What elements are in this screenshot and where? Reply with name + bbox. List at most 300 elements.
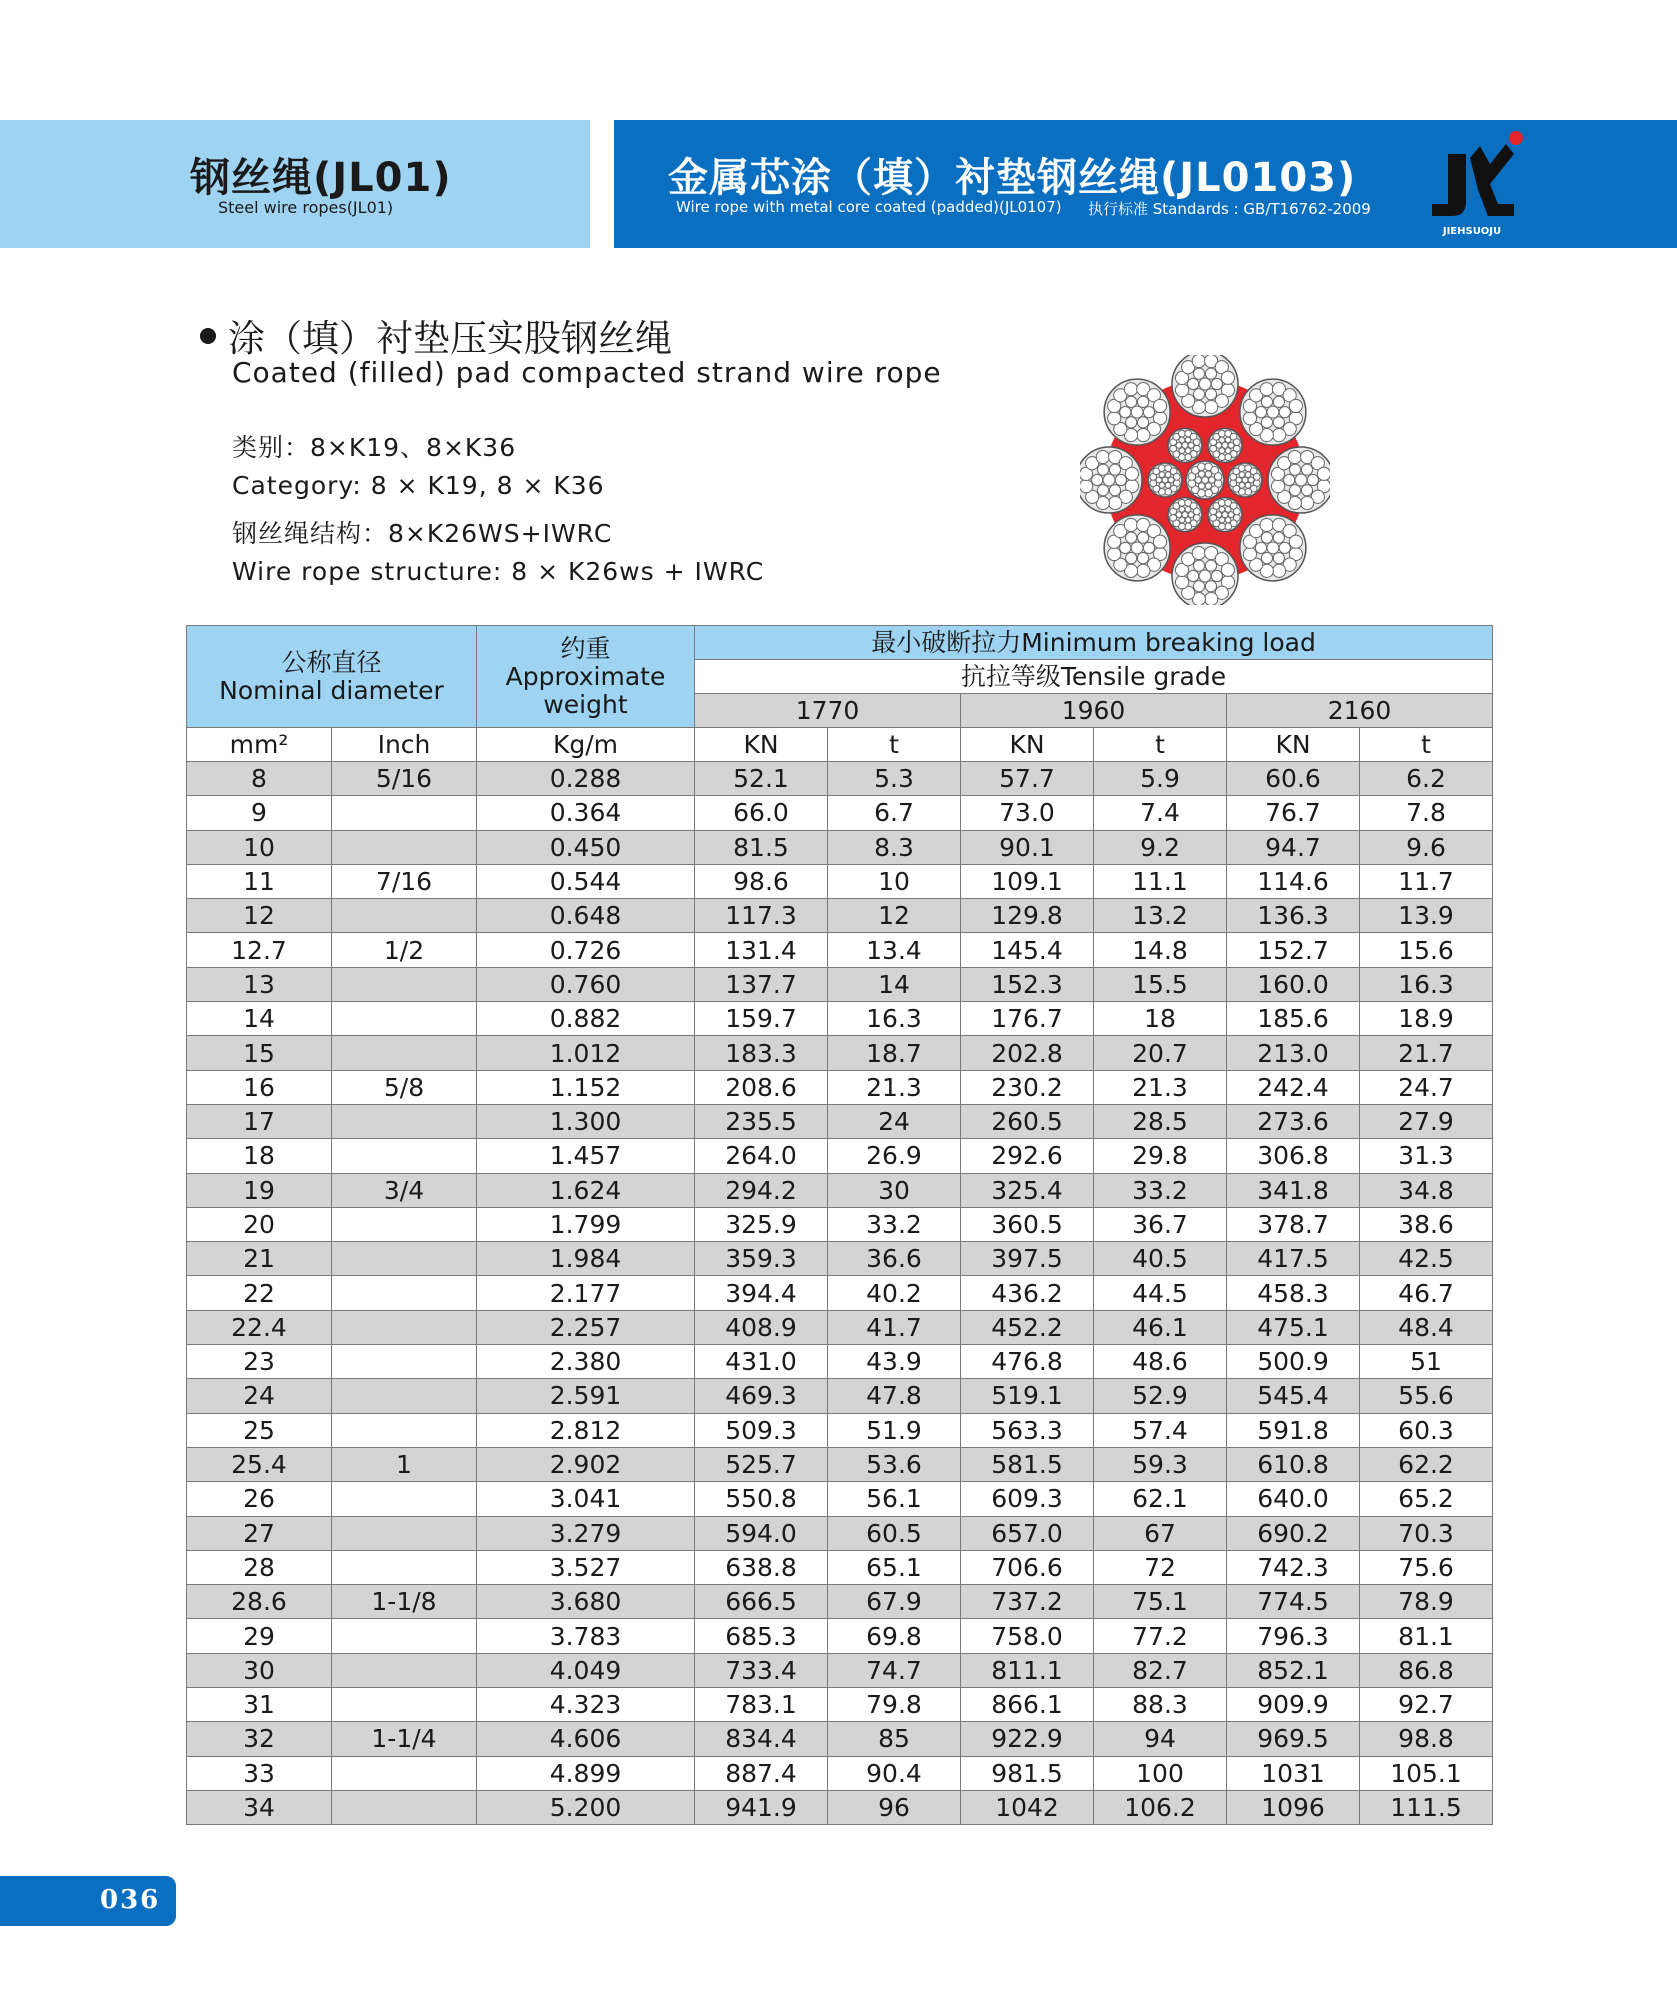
- table-cell: 7.8: [1360, 796, 1493, 830]
- table-cell: [332, 1276, 477, 1310]
- spec-structure-cn: 钢丝绳结构：8×K26WS+IWRC: [232, 519, 613, 548]
- nominal-diameter-header: 公称直径 Nominal diameter: [187, 626, 477, 728]
- table-cell: 341.8: [1227, 1173, 1360, 1207]
- table-cell: [332, 796, 477, 830]
- table-cell: 3/4: [332, 1173, 477, 1207]
- table-cell: 13: [187, 967, 332, 1001]
- table-cell: 2.812: [477, 1413, 695, 1447]
- table-cell: 40.5: [1094, 1242, 1227, 1276]
- table-cell: 20: [187, 1207, 332, 1241]
- table-cell: 417.5: [1227, 1242, 1360, 1276]
- rope-cross-section-image: [1080, 355, 1330, 605]
- table-cell: 34: [187, 1790, 332, 1824]
- table-cell: 57.4: [1094, 1413, 1227, 1447]
- unit-cell: KN: [695, 728, 828, 762]
- table-cell: 476.8: [961, 1345, 1094, 1379]
- table-cell: 5.9: [1094, 762, 1227, 796]
- table-cell: 1.152: [477, 1070, 695, 1104]
- table-cell: 10: [828, 864, 961, 898]
- table-cell: 29: [187, 1619, 332, 1653]
- table-cell: 26: [187, 1482, 332, 1516]
- table-cell: 18.9: [1360, 1002, 1493, 1036]
- table-cell: 2.591: [477, 1379, 695, 1413]
- table-cell: 706.6: [961, 1550, 1094, 1584]
- table-cell: 53.6: [828, 1447, 961, 1481]
- table-cell: [332, 1516, 477, 1550]
- table-cell: 11.7: [1360, 864, 1493, 898]
- table-cell: 922.9: [961, 1722, 1094, 1756]
- table-cell: 29.8: [1094, 1139, 1227, 1173]
- table-cell: 235.5: [695, 1104, 828, 1138]
- table-cell: 11: [187, 864, 332, 898]
- table-cell: 25.4: [187, 1447, 332, 1481]
- table-cell: [332, 899, 477, 933]
- table-cell: 72: [1094, 1550, 1227, 1584]
- table-cell: 690.2: [1227, 1516, 1360, 1550]
- table-cell: 610.8: [1227, 1447, 1360, 1481]
- header-left-title: 钢丝绳(JL01): [190, 155, 452, 201]
- spec-structure-en: Wire rope structure: 8 × K26ws + IWRC: [232, 557, 765, 586]
- table-cell: 60.5: [828, 1516, 961, 1550]
- table-cell: 834.4: [695, 1722, 828, 1756]
- standard-label: 执行标准 Standards : GB/T16762-2009: [1088, 200, 1371, 218]
- table-cell: 31.3: [1360, 1139, 1493, 1173]
- table-cell: 28.5: [1094, 1104, 1227, 1138]
- table-cell: 591.8: [1227, 1413, 1360, 1447]
- table-cell: 0.450: [477, 830, 695, 864]
- table-cell: 18.7: [828, 1036, 961, 1070]
- table-cell: 8.3: [828, 830, 961, 864]
- table-cell: 475.1: [1227, 1310, 1360, 1344]
- table-cell: 359.3: [695, 1242, 828, 1276]
- table-cell: 34.8: [1360, 1173, 1493, 1207]
- table-cell: 42.5: [1360, 1242, 1493, 1276]
- table-cell: 4.323: [477, 1688, 695, 1722]
- table-cell: 90.4: [828, 1756, 961, 1790]
- table-cell: 21.3: [828, 1070, 961, 1104]
- table-cell: [332, 1550, 477, 1584]
- table-cell: 106.2: [1094, 1790, 1227, 1824]
- table-cell: 137.7: [695, 967, 828, 1001]
- table-row: [187, 1756, 1493, 1790]
- table-cell: 15: [187, 1036, 332, 1070]
- table-cell: 811.1: [961, 1653, 1094, 1687]
- table-row: [187, 830, 1493, 864]
- table-row: [187, 1550, 1493, 1584]
- table-cell: 0.544: [477, 864, 695, 898]
- table-cell: 24: [828, 1104, 961, 1138]
- table-cell: 213.0: [1227, 1036, 1360, 1070]
- table-cell: 208.6: [695, 1070, 828, 1104]
- table-cell: 9: [187, 796, 332, 830]
- table-cell: 160.0: [1227, 967, 1360, 1001]
- table-cell: 15.5: [1094, 967, 1227, 1001]
- table-cell: 46.7: [1360, 1276, 1493, 1310]
- table-cell: 981.5: [961, 1756, 1094, 1790]
- header-right-subtitle: Wire rope with metal core coated (padded)(JL0107): [676, 198, 1062, 216]
- table-cell: 111.5: [1360, 1790, 1493, 1824]
- table-cell: 13.2: [1094, 899, 1227, 933]
- table-cell: 2.257: [477, 1310, 695, 1344]
- table-cell: 25: [187, 1413, 332, 1447]
- table-cell: 452.2: [961, 1310, 1094, 1344]
- table-cell: 550.8: [695, 1482, 828, 1516]
- table-cell: 67: [1094, 1516, 1227, 1550]
- table-cell: 0.648: [477, 899, 695, 933]
- table-row: [187, 1345, 1493, 1379]
- table-cell: 78.9: [1360, 1585, 1493, 1619]
- table-cell: 1031: [1227, 1756, 1360, 1790]
- table-cell: [332, 1482, 477, 1516]
- table-cell: 74.7: [828, 1653, 961, 1687]
- table-cell: 1.984: [477, 1242, 695, 1276]
- table-cell: 66.0: [695, 796, 828, 830]
- table-cell: [332, 1413, 477, 1447]
- table-cell: 774.5: [1227, 1585, 1360, 1619]
- table-row: [187, 1722, 1493, 1756]
- table-row: [187, 933, 1493, 967]
- table-cell: 5.3: [828, 762, 961, 796]
- table-cell: 21.3: [1094, 1070, 1227, 1104]
- table-cell: 26.9: [828, 1139, 961, 1173]
- table-cell: 866.1: [961, 1688, 1094, 1722]
- table-row: [187, 796, 1493, 830]
- table-cell: 22.4: [187, 1310, 332, 1344]
- table-cell: 325.9: [695, 1207, 828, 1241]
- table-row: [187, 762, 1493, 796]
- table-cell: 32: [187, 1722, 332, 1756]
- table-cell: 0.288: [477, 762, 695, 796]
- table-cell: 88.3: [1094, 1688, 1227, 1722]
- table-cell: 60.3: [1360, 1413, 1493, 1447]
- table-cell: 81.5: [695, 830, 828, 864]
- table-row: [187, 1619, 1493, 1653]
- table-cell: 500.9: [1227, 1345, 1360, 1379]
- table-cell: 563.3: [961, 1413, 1094, 1447]
- table-cell: 136.3: [1227, 899, 1360, 933]
- table-cell: [332, 1002, 477, 1036]
- spec-category-cn: 类别：8×K19、8×K36: [232, 433, 517, 462]
- table-cell: 105.1: [1360, 1756, 1493, 1790]
- table-row: [187, 1447, 1493, 1481]
- table-cell: [332, 1036, 477, 1070]
- table-cell: [332, 1242, 477, 1276]
- table-cell: 48.6: [1094, 1345, 1227, 1379]
- table-row: [187, 1242, 1493, 1276]
- table-cell: 1.012: [477, 1036, 695, 1070]
- table-cell: 94: [1094, 1722, 1227, 1756]
- table-cell: 109.1: [961, 864, 1094, 898]
- table-cell: 90.1: [961, 830, 1094, 864]
- table-cell: 69.8: [828, 1619, 961, 1653]
- table-cell: [332, 1379, 477, 1413]
- table-cell: 594.0: [695, 1516, 828, 1550]
- table-cell: 33: [187, 1756, 332, 1790]
- table-cell: 12.7: [187, 933, 332, 967]
- table-cell: 783.1: [695, 1688, 828, 1722]
- table-cell: 51.9: [828, 1413, 961, 1447]
- table-row: [187, 1379, 1493, 1413]
- table-cell: 23: [187, 1345, 332, 1379]
- table-cell: [332, 967, 477, 1001]
- table-cell: 16.3: [1360, 967, 1493, 1001]
- table-row: [187, 1653, 1493, 1687]
- breaking-load-table: [186, 625, 1493, 1825]
- table-cell: 887.4: [695, 1756, 828, 1790]
- table-row: [187, 899, 1493, 933]
- table-cell: 16: [187, 1070, 332, 1104]
- table-cell: 18: [1094, 1002, 1227, 1036]
- table-cell: 183.3: [695, 1036, 828, 1070]
- table-cell: 44.5: [1094, 1276, 1227, 1310]
- table-cell: 145.4: [961, 933, 1094, 967]
- page-number: 036: [100, 1885, 161, 1915]
- table-cell: 43.9: [828, 1345, 961, 1379]
- table-cell: 5/8: [332, 1070, 477, 1104]
- table-row: [187, 1790, 1493, 1824]
- table-cell: 458.3: [1227, 1276, 1360, 1310]
- table-cell: 46.1: [1094, 1310, 1227, 1344]
- table-cell: 98.6: [695, 864, 828, 898]
- table-cell: [332, 1756, 477, 1790]
- table-cell: 5.200: [477, 1790, 695, 1824]
- table-cell: 1042: [961, 1790, 1094, 1824]
- table-cell: 41.7: [828, 1310, 961, 1344]
- table-cell: 378.7: [1227, 1207, 1360, 1241]
- table-cell: 7/16: [332, 864, 477, 898]
- table-cell: 737.2: [961, 1585, 1094, 1619]
- table-cell: 969.5: [1227, 1722, 1360, 1756]
- table-cell: 3.527: [477, 1550, 695, 1584]
- table-cell: 640.0: [1227, 1482, 1360, 1516]
- table-cell: 98.8: [1360, 1722, 1493, 1756]
- table-cell: 5/16: [332, 762, 477, 796]
- table-cell: 638.8: [695, 1550, 828, 1584]
- table-row: [187, 864, 1493, 898]
- table-cell: 77.2: [1094, 1619, 1227, 1653]
- table-cell: 4.049: [477, 1653, 695, 1687]
- table-cell: 666.5: [695, 1585, 828, 1619]
- table-cell: 81.1: [1360, 1619, 1493, 1653]
- table-cell: 14.8: [1094, 933, 1227, 967]
- table-cell: 131.4: [695, 933, 828, 967]
- table-cell: 86.8: [1360, 1653, 1493, 1687]
- table-cell: 114.6: [1227, 864, 1360, 898]
- table-row: [187, 1207, 1493, 1241]
- table-cell: 360.5: [961, 1207, 1094, 1241]
- table-cell: 17: [187, 1104, 332, 1138]
- table-cell: 21.7: [1360, 1036, 1493, 1070]
- table-cell: 9.2: [1094, 830, 1227, 864]
- table-cell: [332, 1688, 477, 1722]
- table-row: [187, 1036, 1493, 1070]
- table-cell: 7.4: [1094, 796, 1227, 830]
- table-cell: 3.041: [477, 1482, 695, 1516]
- table-cell: 14: [187, 1002, 332, 1036]
- table-cell: 60.6: [1227, 762, 1360, 796]
- table-cell: 4.899: [477, 1756, 695, 1790]
- table-cell: 159.7: [695, 1002, 828, 1036]
- table-cell: 1096: [1227, 1790, 1360, 1824]
- table-cell: 1: [332, 1447, 477, 1481]
- table-cell: 581.5: [961, 1447, 1094, 1481]
- table-cell: 796.3: [1227, 1619, 1360, 1653]
- table-cell: [332, 1310, 477, 1344]
- table-row: [187, 967, 1493, 1001]
- grade-2160: 2160: [1227, 694, 1493, 728]
- table-cell: 70.3: [1360, 1516, 1493, 1550]
- table-cell: [332, 1104, 477, 1138]
- table-cell: 609.3: [961, 1482, 1094, 1516]
- table-row: [187, 1413, 1493, 1447]
- table-cell: 18: [187, 1139, 332, 1173]
- table-cell: 852.1: [1227, 1653, 1360, 1687]
- table-cell: 65.1: [828, 1550, 961, 1584]
- table-cell: 12: [187, 899, 332, 933]
- table-cell: 33.2: [1094, 1173, 1227, 1207]
- table-cell: 27.9: [1360, 1104, 1493, 1138]
- table-cell: 0.760: [477, 967, 695, 1001]
- table-cell: 52.9: [1094, 1379, 1227, 1413]
- table-cell: 85: [828, 1722, 961, 1756]
- table-cell: 152.7: [1227, 933, 1360, 967]
- table-cell: 92.7: [1360, 1688, 1493, 1722]
- table-cell: 21: [187, 1242, 332, 1276]
- table-cell: 185.6: [1227, 1002, 1360, 1036]
- table-cell: 36.7: [1094, 1207, 1227, 1241]
- table-cell: 79.8: [828, 1688, 961, 1722]
- table-cell: 24: [187, 1379, 332, 1413]
- header-left-subtitle: Steel wire ropes(JL01): [218, 198, 394, 217]
- brand-logo: [1418, 124, 1528, 244]
- unit-cell: t: [1094, 728, 1227, 762]
- table-cell: 0.364: [477, 796, 695, 830]
- product-title-cn: 涂（填）衬垫压实股钢丝绳: [228, 317, 672, 360]
- table-cell: 52.1: [695, 762, 828, 796]
- table-cell: 40.2: [828, 1276, 961, 1310]
- table-cell: 75.1: [1094, 1585, 1227, 1619]
- table-cell: 94.7: [1227, 830, 1360, 864]
- unit-cell: Kg/m: [477, 728, 695, 762]
- unit-cell: mm²: [187, 728, 332, 762]
- table-cell: 10: [187, 830, 332, 864]
- table-row: [187, 1276, 1493, 1310]
- table-cell: 397.5: [961, 1242, 1094, 1276]
- table-row: [187, 1482, 1493, 1516]
- table-cell: 0.726: [477, 933, 695, 967]
- table-cell: 273.6: [1227, 1104, 1360, 1138]
- table-cell: 292.6: [961, 1139, 1094, 1173]
- table-cell: 1-1/4: [332, 1722, 477, 1756]
- table-cell: 73.0: [961, 796, 1094, 830]
- table-cell: 30: [828, 1173, 961, 1207]
- table-cell: 31: [187, 1688, 332, 1722]
- table-cell: 47.8: [828, 1379, 961, 1413]
- table-cell: 3.783: [477, 1619, 695, 1653]
- svg-text:JIEHSUOJU: JIEHSUOJU: [1442, 226, 1502, 237]
- table-cell: 264.0: [695, 1139, 828, 1173]
- table-cell: [332, 830, 477, 864]
- table-cell: 685.3: [695, 1619, 828, 1653]
- spec-category-en: Category: 8 × K19, 8 × K36: [232, 471, 605, 500]
- table-cell: 758.0: [961, 1619, 1094, 1653]
- table-cell: 306.8: [1227, 1139, 1360, 1173]
- header-right-title: 金属芯涂（填）衬垫钢丝绳(JL0103): [668, 155, 1357, 201]
- unit-cell: KN: [1227, 728, 1360, 762]
- table-cell: 1.300: [477, 1104, 695, 1138]
- table-cell: 152.3: [961, 967, 1094, 1001]
- table-row: [187, 1070, 1493, 1104]
- unit-cell: t: [828, 728, 961, 762]
- table-cell: 56.1: [828, 1482, 961, 1516]
- table-cell: 408.9: [695, 1310, 828, 1344]
- table-cell: 3.680: [477, 1585, 695, 1619]
- table-cell: 394.4: [695, 1276, 828, 1310]
- unit-cell: t: [1360, 728, 1493, 762]
- table-cell: 65.2: [1360, 1482, 1493, 1516]
- table-cell: [332, 1139, 477, 1173]
- table-cell: 1/2: [332, 933, 477, 967]
- table-cell: 202.8: [961, 1036, 1094, 1070]
- grade-1960: 1960: [961, 694, 1227, 728]
- table-row: [187, 1139, 1493, 1173]
- table-cell: 509.3: [695, 1413, 828, 1447]
- table-cell: 2.902: [477, 1447, 695, 1481]
- table-cell: 14: [828, 967, 961, 1001]
- table-cell: 51: [1360, 1345, 1493, 1379]
- table-cell: 431.0: [695, 1345, 828, 1379]
- table-cell: 1-1/8: [332, 1585, 477, 1619]
- unit-row: [187, 728, 1493, 762]
- table-cell: 176.7: [961, 1002, 1094, 1036]
- table-cell: 36.6: [828, 1242, 961, 1276]
- table-row: [187, 1104, 1493, 1138]
- table-row: [187, 1310, 1493, 1344]
- table-cell: 38.6: [1360, 1207, 1493, 1241]
- table-cell: 657.0: [961, 1516, 1094, 1550]
- table-cell: 117.3: [695, 899, 828, 933]
- table-cell: 242.4: [1227, 1070, 1360, 1104]
- table-row: [187, 1173, 1493, 1207]
- table-cell: 75.6: [1360, 1550, 1493, 1584]
- table-cell: 2.177: [477, 1276, 695, 1310]
- table-cell: 545.4: [1227, 1379, 1360, 1413]
- table-cell: 62.1: [1094, 1482, 1227, 1516]
- table-cell: 1.624: [477, 1173, 695, 1207]
- table-cell: 0.882: [477, 1002, 695, 1036]
- table-cell: 742.3: [1227, 1550, 1360, 1584]
- table-cell: [332, 1345, 477, 1379]
- table-cell: 30: [187, 1653, 332, 1687]
- table-cell: 33.2: [828, 1207, 961, 1241]
- table-cell: 436.2: [961, 1276, 1094, 1310]
- table-row: [187, 1688, 1493, 1722]
- table-cell: 941.9: [695, 1790, 828, 1824]
- table-cell: 6.7: [828, 796, 961, 830]
- table-cell: 2.380: [477, 1345, 695, 1379]
- table-cell: 129.8: [961, 899, 1094, 933]
- table-cell: 9.6: [1360, 830, 1493, 864]
- table-cell: 469.3: [695, 1379, 828, 1413]
- table-cell: 82.7: [1094, 1653, 1227, 1687]
- table-cell: [332, 1619, 477, 1653]
- tensile-grade-header: 抗拉等级Tensile grade: [695, 660, 1493, 694]
- table-cell: 24.7: [1360, 1070, 1493, 1104]
- table-cell: 16.3: [828, 1002, 961, 1036]
- table-cell: [332, 1207, 477, 1241]
- table-cell: 13.4: [828, 933, 961, 967]
- unit-cell: KN: [961, 728, 1094, 762]
